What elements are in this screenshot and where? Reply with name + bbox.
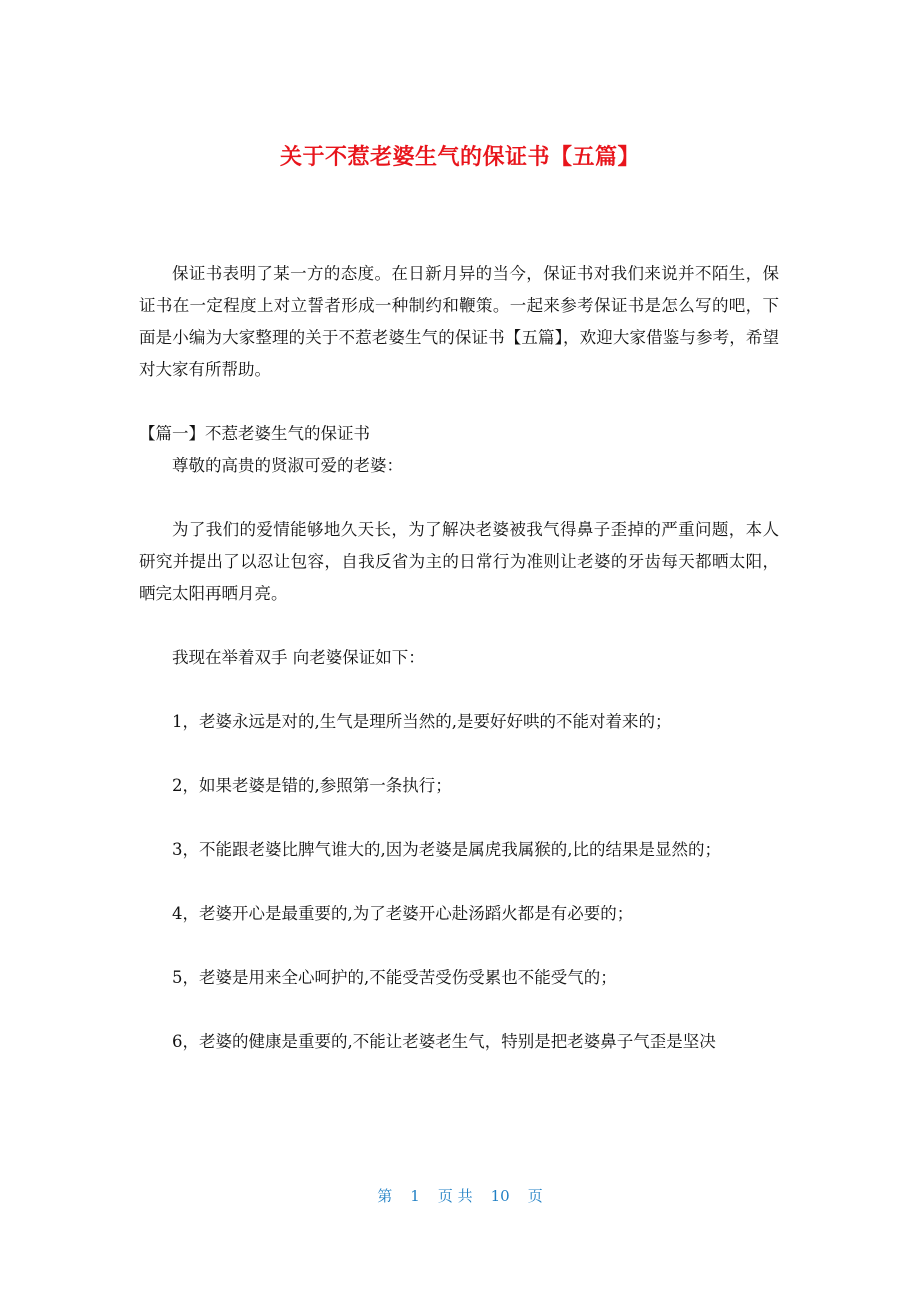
list-item: 5，老婆是用来全心呵护的,不能受苦受伤受累也不能受气的；: [172, 968, 617, 987]
page-label-suffix: 页: [527, 1187, 543, 1205]
page-label-prefix: 第: [377, 1187, 393, 1205]
document-body: [139, 258, 779, 1058]
list-item: 3，不能跟老婆比脾气谁大的,因为老婆是属虎我属猴的,比的结果是显然的；: [172, 840, 721, 859]
document-title: 关于不惹老婆生气的保证书【五篇】: [279, 145, 640, 170]
intro-paragraph: 保证书表明了某一方的态度。在日新月异的当今，保证书对我们来说并不陌生，保证书在一定程度上对立誓者形成一种制约和鞭策。一起来参考保证书是怎么写的吧，下面是小编为大家整理的关于不惹老婆生气的保证书【五篇】，欢迎大家借鉴与参考，希望对大家有所帮助。: [139, 264, 779, 379]
page-total-number: 10: [490, 1187, 510, 1205]
list-item: 1，老婆永远是对的,生气是理所当然的,是要好好哄的不能对着来的；: [172, 712, 672, 731]
section-heading: 【篇一】不惹老婆生气的保证书: [139, 424, 370, 443]
body-paragraph: 为了我们的爱情能够地久天长，为了解决老婆被我气得鼻子歪掉的严重问题，本人研究并提出了以忍让包容，自我反省为主的日常行为准则让老婆的牙齿每天都晒太阳，晒完太阳再晒月亮。: [139, 520, 779, 603]
list-item: 6，老婆的健康是重要的,不能让老婆老生气，特别是把老婆鼻子气歪是坚决: [172, 1032, 716, 1051]
page-current-number: 1: [410, 1187, 420, 1205]
page-footer: [0, 1185, 920, 1206]
list-item: 4，老婆开心是最重要的,为了老婆开心赴汤蹈火都是有必要的；: [172, 904, 634, 923]
list-item: 2，如果老婆是错的,参照第一条执行；: [172, 776, 452, 795]
salutation: 尊敬的高贵的贤淑可爱的老婆：: [172, 456, 403, 475]
page-label-middle: 页 共: [437, 1187, 473, 1205]
body-paragraph: 我现在举着双手 向老婆保证如下：: [172, 648, 425, 667]
